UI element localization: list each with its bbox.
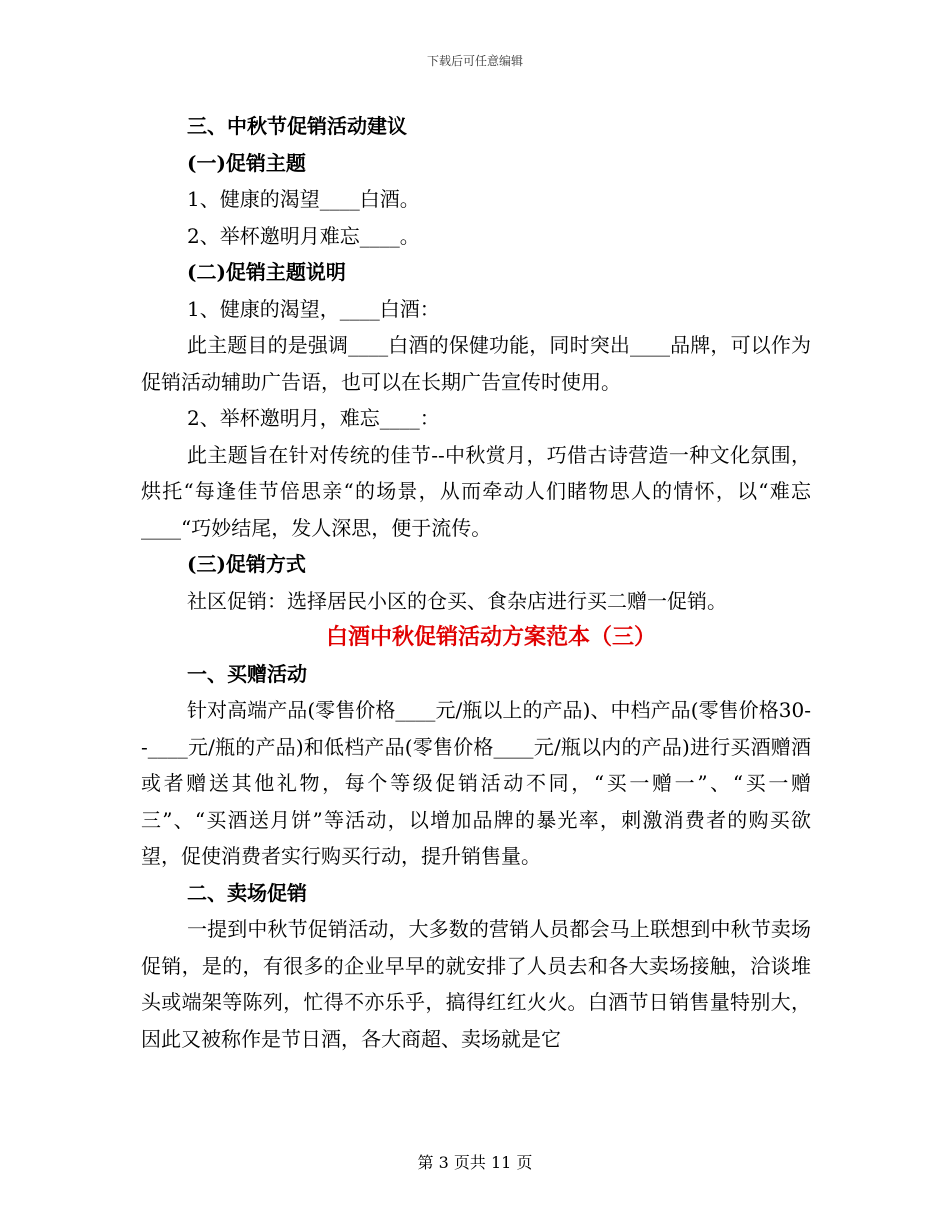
theme-item: 2、举杯邀明月难忘____。: [187, 223, 420, 248]
page-header-note: 下载后可任意编辑: [426, 54, 523, 68]
subsection-heading: (一)促销主题: [187, 150, 306, 175]
subsection-heading: (二)促销主题说明: [187, 260, 346, 284]
theme-explanation-title: 2、举杯邀明月，难忘____：: [187, 406, 440, 430]
document-body: [141, 108, 811, 1057]
subsection-heading: (三)促销方式: [187, 552, 306, 576]
section-heading: 三、中秋节促销活动建议: [187, 114, 407, 138]
theme-item: 1、健康的渴望____白酒。: [187, 187, 420, 211]
section-body: 一提到中秋节促销活动，大多数的营销人员都会马上联想到中秋节卖场促销，是的，有很多的企业早早的就安排了人员去和各大卖场接触，洽谈堆头或端架等陈列，忙得不亦乐乎，搞得红红火火。白酒节日销售量特别大，因此又被称作是节日酒，各大商超、卖场就是它: [141, 917, 811, 1051]
theme-explanation-body: 此主题旨在针对传统的佳节--中秋赏月，巧借古诗营造一种文化氛围，烘托“每逢佳节倍思亲“的场景，从而牵动人们睹物思人的情怀，以“难忘____“巧妙结尾，发人深思，便于流传。: [141, 442, 811, 540]
section-heading: 一、买赠活动: [187, 661, 307, 686]
theme-explanation-title: 1、健康的渴望，____白酒：: [187, 296, 440, 321]
document-title: 白酒中秋促销活动方案范本（三）: [325, 624, 656, 650]
section-heading: 二、卖场促销: [187, 880, 307, 905]
section-body: 针对高端产品(零售价格____元/瓶以上的产品)、中档产品(零售价格30--____元/瓶的产品)和低档产品(零售价格____元/瓶以内的产品)进行买酒赠酒或者赠送其他礼物，每个等级促销活动不同，“买一赠一”、“买一赠三”、“买酒送月饼”等活动，以增加品牌的暴光率，刺激消费者的购买欲望，促使消费者实行购买行动，提升销售量。: [141, 698, 811, 868]
promotion-method-text: 社区促销：选择居民小区的仓买、食杂店进行买二赠一促销。: [187, 588, 727, 613]
theme-explanation-body: 此主题目的是强调____白酒的保健功能，同时突出____品牌，可以作为促销活动辅助广告语，也可以在长期广告宣传时使用。: [141, 333, 811, 394]
page-number-footer: 第 3 页共 11 页: [417, 1153, 533, 1172]
